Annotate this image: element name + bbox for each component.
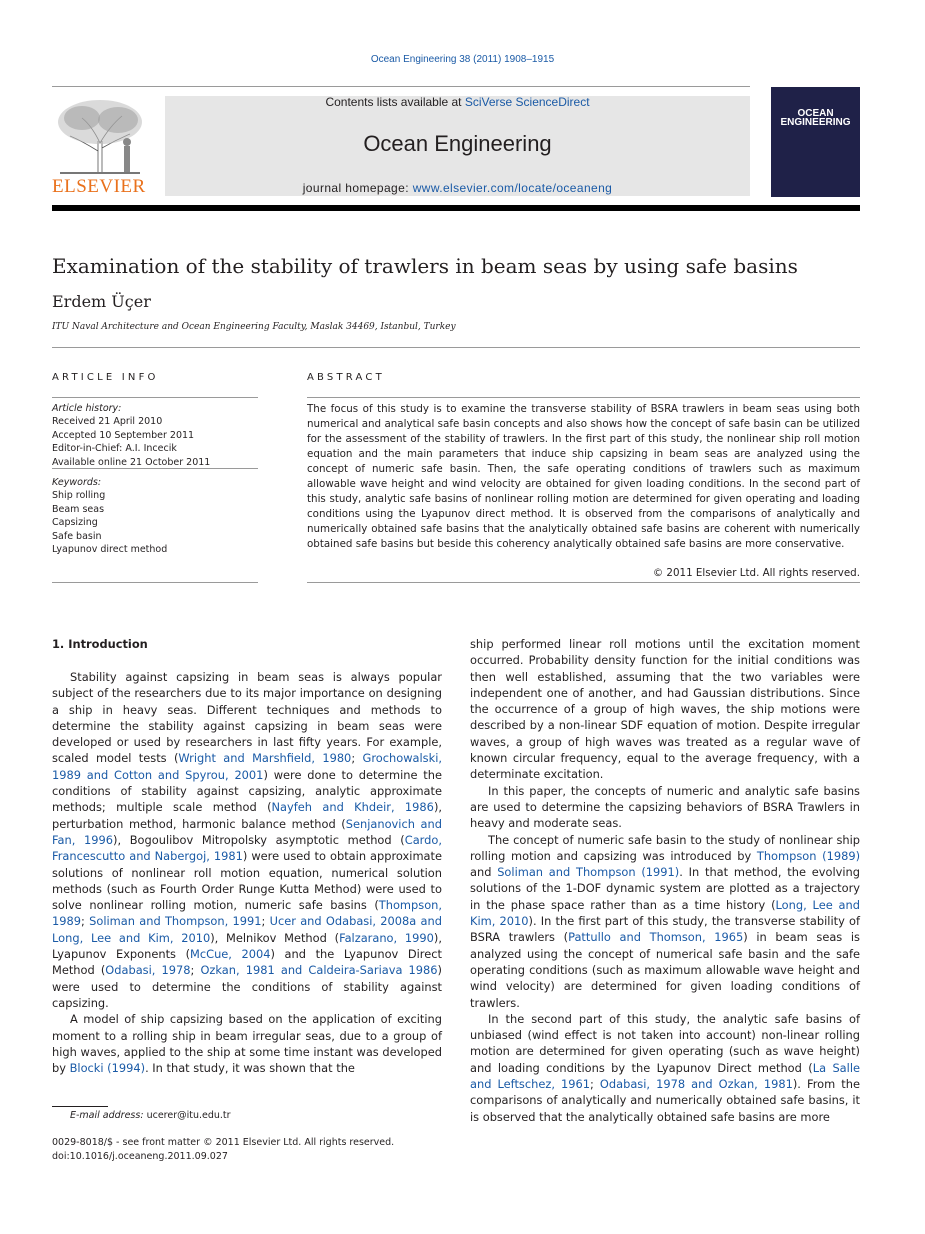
issn-line: 0029-8018/$ - see front matter © 2011 Elsevier Ltd. All rights reserved. — [52, 1137, 395, 1148]
body-left-column — [52, 669, 442, 1076]
keywords-label: Keywords: — [52, 477, 102, 488]
article-info-rule-top — [52, 397, 258, 398]
history-item: Available online 21 October 2011 — [52, 456, 211, 468]
paragraph — [470, 636, 860, 783]
affiliation: ITU Naval Architecture and Ocean Engineering Faculty, Maslak 34469, Istanbul, Turkey — [52, 322, 456, 332]
citation-link[interactable]: Soliman and Thompson (1991) — [497, 865, 680, 880]
citation-link[interactable]: Pattullo and Thomson, 1965 — [568, 930, 744, 945]
paragraph-text: ), Bogoulibov Mitropolsky asymptotic method ( — [113, 832, 405, 847]
homepage-prefix: journal homepage: — [302, 181, 413, 195]
paragraph-text: ) and the Lyapunov Direct Method ( — [52, 947, 442, 978]
author-name[interactable]: Erdem Üçer — [52, 292, 151, 311]
citation-link[interactable]: Thompson, 1989 — [52, 898, 442, 929]
paragraph-text: ; — [190, 963, 201, 978]
paragraph-text: ) in beam seas is analyzed using the concept of numerical safe basin and the safe operating conditions (such as maximum allowable wave height and wind velocity) are determined for given loading conditions of trawlers. — [470, 930, 860, 1010]
paragraph-text: ). From the comparisons of analytically and numerically obtained safe basins, it is observed that the analytically obtained safe basins are more — [470, 1077, 860, 1124]
paragraph-text: ; — [261, 914, 270, 929]
citation-link[interactable]: Long, Lee and Kim, 2010 — [470, 897, 860, 929]
abstract-heading: ABSTRACT — [307, 372, 385, 383]
journal-title: Ocean Engineering — [363, 131, 552, 156]
citation-link[interactable]: McCue, 2004 — [190, 947, 271, 962]
paragraph-text: ship performed linear roll motions until the excitation moment occurred. Probability density function for the initial conditions was then well established, assuming that the two variables were independent one of another, and had Gaussian distributions. Since the occurrence of a group of high waves, the ship motions were described by a non-linear SDF equation of motion. Despite irregular waves, a group of high waves was treated as a regular wave of known circular frequency, equal to the average frequency, with a determinate excitation. — [470, 637, 860, 782]
paragraph-text: . In that study, it was shown that the — [145, 1061, 355, 1076]
journal-reference[interactable]: Ocean Engineering 38 (2011) 1908–1915 — [370, 54, 555, 65]
section-heading: 1. Introduction — [52, 637, 148, 651]
journal-cover-thumbnail[interactable] — [771, 87, 860, 197]
homepage-link[interactable]: www.elsevier.com/locate/oceaneng — [412, 181, 613, 195]
paragraph-text: ; — [81, 914, 90, 929]
paragraph-text: In the second part of this study, the analytic safe basins of unbiased (wind effect is not taken into account) non-linear rolling motion are determined for given operating (such as wave height) and loading conditions by the Lyapunov Direct method ( — [470, 1011, 860, 1075]
abstract-text: The focus of this study is to examine the transverse stability of BSRA trawlers in beam seas using both numerical and analytical safe basin concepts and also shows how the concept of safe basin can be utilized for the assessment of the stability of trawlers. In the first part of this study, the nonlinear ship roll motion equation and the main parameters that induce ship capsizing in beam seas are analyzed using the concept of numeric safe basin. Then, the safe operating conditions of trawlers such as maximum allowable wave height and wind velocity are obtained for given loading conditions. In the second part of this study, analytic safe basins of nonlinear rolling motion are determined for given operating and loading conditions using the Lyapunov direct method. It is observed from the comparisons of analytically and numerically obtained safe basins that the analytically obtained safe basins are coherent with numerically obtained safe basins but beside this coherency analytically obtained safe basins are more conservative. — [307, 403, 860, 550]
header-rule — [52, 86, 750, 87]
contents-line — [165, 95, 750, 109]
history-item: Received 21 April 2010 — [52, 416, 163, 428]
abstract-copyright: © 2011 Elsevier Ltd. All rights reserved. — [652, 567, 860, 579]
paragraph — [470, 832, 860, 1011]
email-label: E-mail address: — [70, 1110, 144, 1121]
email-address[interactable]: ucerer@itu.edu.tr — [146, 1110, 231, 1121]
homepage-line — [165, 181, 750, 195]
citation-link[interactable]: Soliman and Thompson, 1991 — [89, 914, 262, 929]
keyword: Safe basin — [52, 530, 102, 542]
keyword: Capsizing — [52, 517, 98, 529]
paragraph-text: Stability against capsizing in beam seas is always popular subject of the researchers due to its major importance on designing a ship in heavy seas. Different techniques and methods to determine the stability against capsizing in beam seas were developed or used by researchers in last fifty years. For example, scaled model tests ( — [52, 670, 442, 766]
citation-link[interactable]: Odabasi, 1978 and Ozkan, 1981 — [599, 1077, 793, 1092]
header-thick-bar — [52, 205, 860, 211]
paragraph-text: ) were used to determine the conditions of stability against capsizing. — [52, 963, 442, 1010]
paragraph-text: ; — [351, 751, 363, 766]
keyword: Ship rolling — [52, 490, 106, 502]
paragraph-text: ), perturbation method, harmonic balance method ( — [52, 800, 443, 831]
citation-link[interactable]: Cardo, Francescutto and Nabergoj, 1981 — [52, 832, 442, 864]
citation-link[interactable]: La Salle and Leftschez, 1961 — [470, 1060, 860, 1092]
citation-link[interactable]: Falzarano, 1990 — [339, 930, 434, 945]
history-item: Accepted 10 September 2011 — [52, 429, 195, 441]
history-label: Article history: — [52, 403, 122, 414]
citation-link[interactable]: Wright and Marshfield, 1980 — [178, 751, 352, 766]
history-item: Editor-in-Chief: A.I. Incecik — [52, 443, 177, 455]
paragraph-text: ), Melnikov Method ( — [210, 930, 340, 945]
citation-link[interactable]: Nayfeh and Khdeir, 1986 — [271, 800, 434, 815]
paragraph-text: ) were used to obtain approximate solutions of nonlinear roll motion equation, numerical solution methods (such as Fourth Order Runge Kutta Method) were used to solve nonlinear rolling motion, numeric safe basins ( — [52, 849, 442, 913]
abstract-rule-top — [307, 397, 860, 398]
contents-prefix: Contents lists available at — [325, 95, 465, 109]
citation-link[interactable]: Senjanovich and Fan, 1996 — [52, 816, 442, 847]
paragraph-text: ; — [590, 1077, 600, 1092]
footnote-rule — [52, 1106, 108, 1107]
body-right-column — [470, 636, 860, 1125]
elsevier-wordmark: ELSEVIER — [52, 176, 146, 197]
keywords — [52, 476, 167, 556]
cover-title: OCEAN ENGINEERING — [780, 108, 851, 128]
paragraph-text: ). In the first part of this study, the transverse stability of BSRA trawlers ( — [470, 914, 860, 945]
paragraph — [470, 783, 860, 832]
article-title: Examination of the stability of trawlers in beam seas by using safe basins — [52, 254, 798, 278]
article-info-heading: ARTICLE INFO — [52, 372, 159, 383]
paragraph — [470, 1011, 860, 1125]
paragraph-text: ), Lyapunov Exponents ( — [52, 930, 442, 962]
citation-link[interactable]: Ozkan, 1981 and Caldeira-Sariava 1986 — [200, 963, 438, 978]
paragraph-text: A model of ship capsizing based on the application of exciting moment to a rolling ship in beam irregular seas, due to a group of high waves, applied to the ship at some time instant was developed by — [52, 1012, 442, 1076]
doi-line[interactable]: doi:10.1016/j.oceaneng.2011.09.027 — [52, 1151, 228, 1162]
paragraph-text: In this paper, the concepts of numeric and analytic safe basins are used to determine the capsizing behaviors of BSRA Trawlers in heavy and moderate seas. — [470, 783, 860, 831]
article-info-rule-mid — [52, 468, 258, 469]
keyword: Beam seas — [52, 503, 105, 515]
citation-link[interactable]: Ucer and Odabasi, 2008a and Long, Lee and Kim, 2010 — [52, 914, 442, 945]
citation-link[interactable]: Grochowalski, 1989 and Cotton and Spyrou, 2001 — [52, 751, 442, 782]
paragraph — [52, 669, 442, 1011]
article-history — [52, 402, 210, 469]
sciencedirect-link[interactable]: SciVerse ScienceDirect — [464, 95, 590, 109]
citation-link[interactable]: Blocki (1994) — [69, 1061, 146, 1076]
paragraph-text: and — [470, 865, 498, 880]
abstract-rule-bottom — [307, 582, 860, 583]
citation-link[interactable]: Odabasi, 1978 — [105, 963, 191, 978]
paragraph — [52, 1011, 442, 1076]
citation-link[interactable]: Thompson (1989) — [756, 848, 861, 863]
keyword: Lyapunov direct method — [52, 544, 168, 556]
title-separator — [52, 347, 860, 348]
paragraph-text: . In that method, the evolving solutions of the 1-DOF dynamic system are plotted as a trajectory in the phase space rather than as a time history ( — [470, 865, 860, 912]
article-info-rule-bottom — [52, 582, 258, 583]
paragraph-text: ) were done to determine the conditions of stability against capsizing, analytic approximate methods; multiple scale method ( — [52, 767, 442, 815]
email-footnote — [70, 1110, 231, 1121]
paragraph-text: The concept of numeric safe basin to the study of nonlinear ship rolling motion and capsizing was introduced by — [470, 832, 860, 863]
